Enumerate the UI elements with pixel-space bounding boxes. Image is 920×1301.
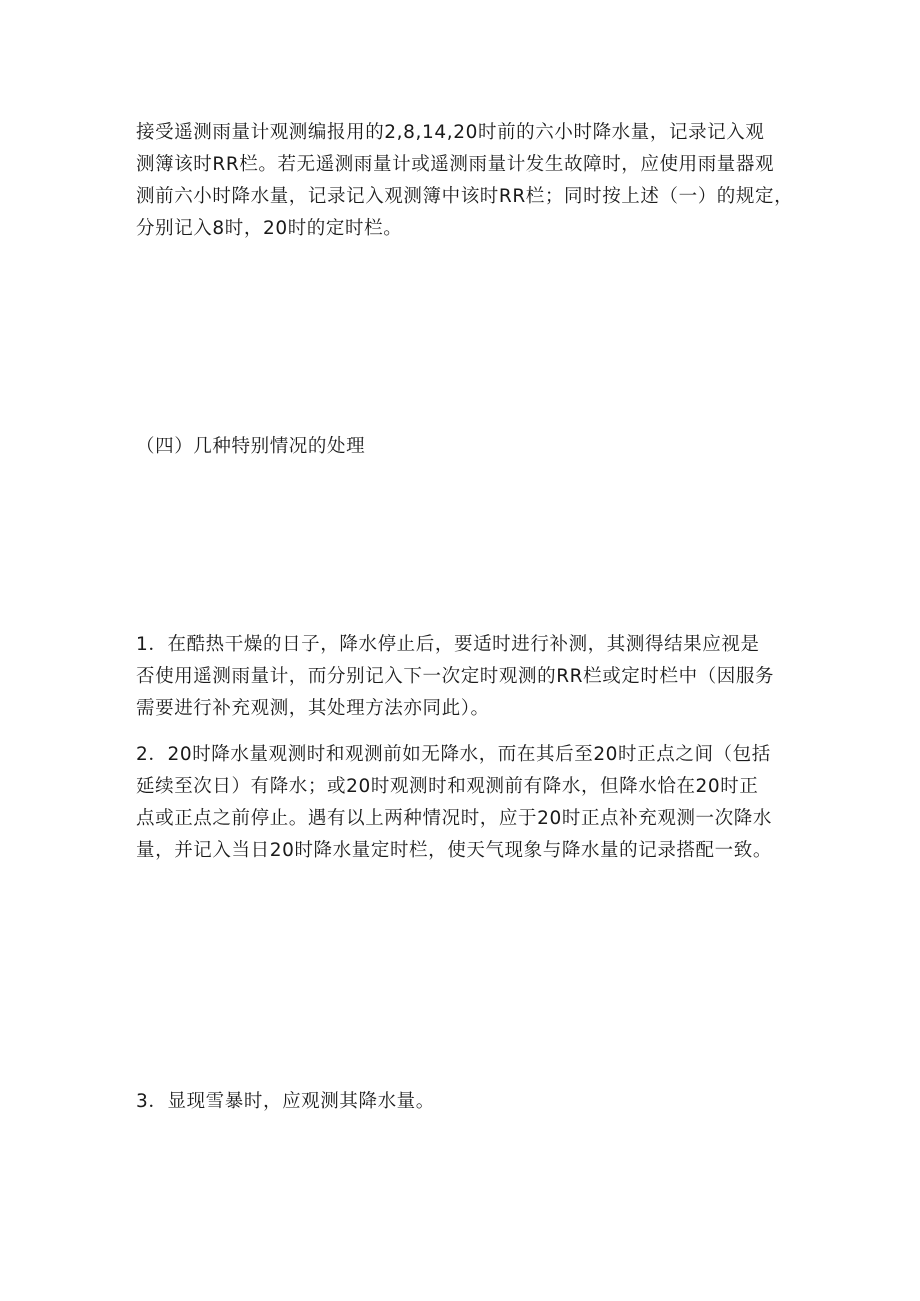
intro-line: 测簿该时RR栏。若无遥测雨量计或遥测雨量计发生故障时，应使用雨量器观 [136, 154, 775, 175]
section-heading-text: （四）几种特别情况的处理 [136, 436, 366, 457]
list-item-line: 3．显现雪暴时，应观测其降水量。 [136, 1091, 435, 1112]
list-item-line: 1．在酷热干燥的日子，降水停止后，要适时进行补测，其测得结果应视是 [136, 634, 760, 655]
list-item-3 [136, 1086, 796, 1118]
list-item-line: 量，并记入当日20时降水量定时栏，使天气现象与降水量的记录搭配一致。 [136, 840, 772, 861]
section-heading [136, 431, 796, 463]
list-item-line: 2．20时降水量观测时和观测前如无降水，而在其后至20时正点之间（包括 [136, 744, 771, 765]
intro-paragraph [136, 117, 796, 245]
list-item-line: 否使用遥测雨量计，而分别记入下一次定时观测的RR栏或定时栏中（因服务 [136, 666, 775, 687]
list-item-line: 点或正点之前停止。遇有以上两种情况时，应于20时正点补充观测一次降水 [136, 808, 772, 829]
list-item-2 [136, 739, 796, 867]
intro-line: 接受遥测雨量计观测编报用的2,8,14,20时前的六小时降水量，记录记入观 [136, 122, 765, 143]
list-item-1 [136, 629, 796, 725]
list-item-line: 延续至次日）有降水；或20时观测时和观测前有降水，但降水恰在20时正 [136, 776, 759, 797]
intro-line: 分别记入8时，20时的定时栏。 [136, 218, 403, 239]
list-item-line: 需要进行补充观测，其处理方法亦同此）。 [136, 698, 490, 719]
intro-line: 测前六小时降水量，记录记入观测簿中该时RR栏；同时按上述（一）的规定， [136, 186, 794, 207]
